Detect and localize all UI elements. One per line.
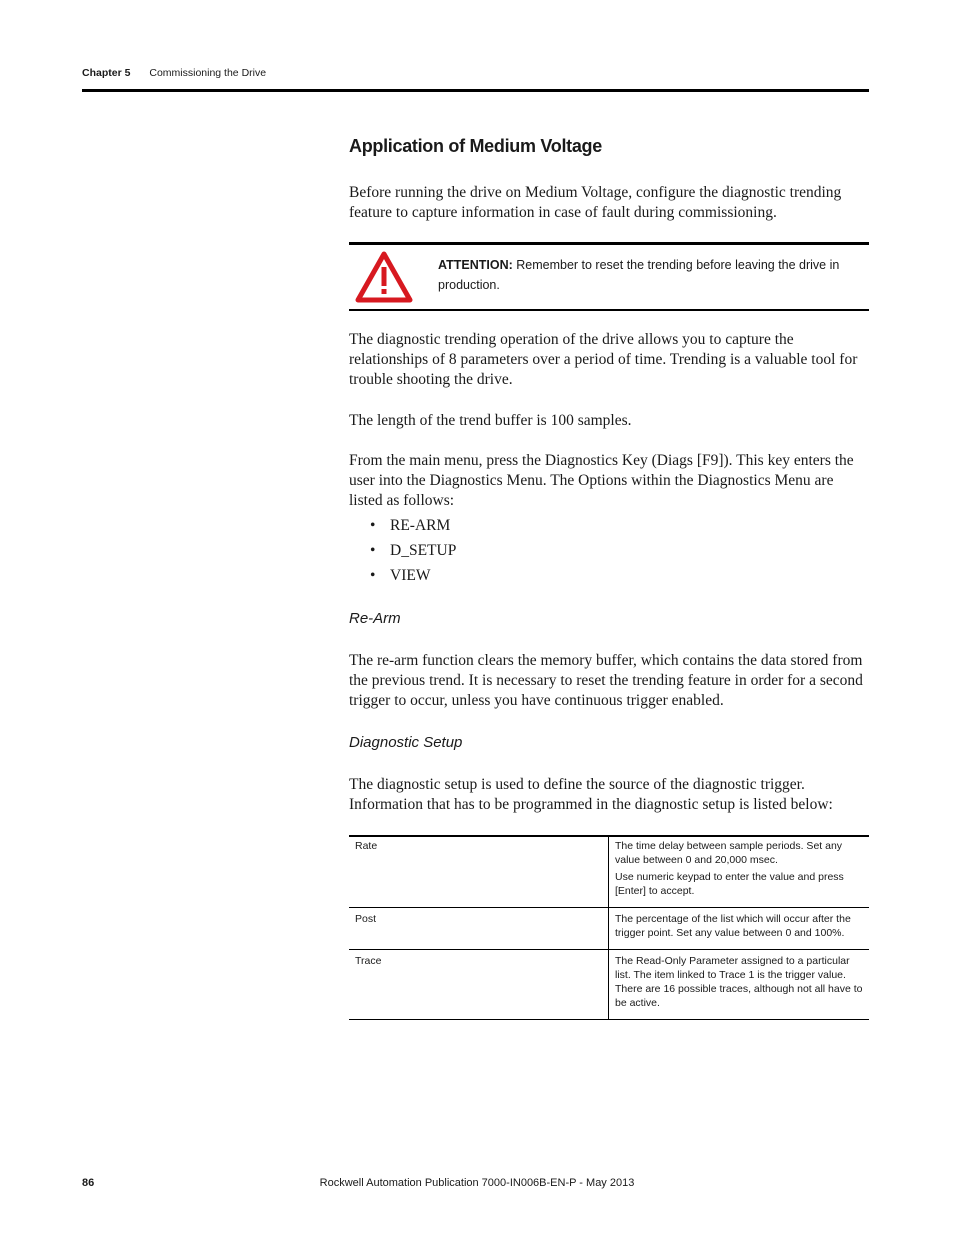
description-text: The Read-Only Parameter assigned to a particular list. The item linked to Trace 1 is the trigger value. There are 16 possible traces, although not all have to be active. bbox=[615, 955, 863, 1009]
warning-triangle-icon bbox=[355, 251, 413, 303]
parameter-description bbox=[609, 835, 870, 908]
description-text: Use numeric keypad to enter the value and press [Enter] to accept. bbox=[615, 871, 844, 897]
list-item: • RE-ARM bbox=[370, 517, 451, 534]
chapter-title: Commissioning the Drive bbox=[149, 67, 267, 79]
page-number: 86 bbox=[82, 1177, 95, 1189]
description-text: The time delay between sample periods. Set any value between 0 and 20,000 msec. bbox=[615, 840, 843, 866]
menu-paragraph: From the main menu, press the Diagnostics Key (Diags [F9]). This key enters the user into the Diagnostics Menu. The Options within the Diagnostics Menu are listed as follows: bbox=[349, 452, 854, 509]
parameter-name: Trace bbox=[349, 950, 609, 1020]
table-row bbox=[349, 950, 869, 1020]
option-label: D_SETUP bbox=[390, 542, 457, 559]
attention-notice bbox=[438, 255, 858, 295]
setup-parameters-table bbox=[349, 835, 869, 1020]
running-header bbox=[82, 67, 266, 79]
attention-text: Remember to reset the trending before leaving the drive in production. bbox=[438, 258, 840, 292]
buffer-paragraph: The length of the trend buffer is 100 samples. bbox=[349, 412, 632, 429]
list-item: • VIEW bbox=[370, 567, 431, 584]
description-text: The percentage of the list which will occur after the trigger point. Set any value between 0 and 100%. bbox=[615, 913, 851, 939]
list-item: • D_SETUP bbox=[370, 542, 457, 559]
parameter-description bbox=[609, 950, 870, 1020]
header-rule bbox=[82, 89, 869, 92]
rearm-paragraph: The re-arm function clears the memory buffer, which contains the data stored from the previous trend. It is necessary to reset the trending feature in order for a second trigger to occur, unless you have continuous trigger enabled. bbox=[349, 652, 863, 709]
trending-paragraph: The diagnostic trending operation of the drive allows you to capture the relationships of 8 parameters over a period of time. Trending is a valuable tool for trouble shooting the drive. bbox=[349, 331, 858, 388]
attention-bottom-rule bbox=[349, 309, 869, 311]
option-label: RE-ARM bbox=[390, 517, 451, 534]
parameter-name: Post bbox=[349, 908, 609, 950]
option-label: VIEW bbox=[390, 567, 431, 584]
table-row bbox=[349, 835, 869, 908]
parameter-name: Rate bbox=[349, 835, 609, 908]
section-heading: Application of Medium Voltage bbox=[349, 136, 602, 156]
parameter-description bbox=[609, 908, 870, 950]
diagnostics-options-list bbox=[370, 516, 456, 591]
publication-footer: Rockwell Automation Publication 7000-IN006B-EN-P - May 2013 bbox=[319, 1177, 635, 1189]
table-row bbox=[349, 908, 869, 950]
chapter-label: Chapter 5 bbox=[82, 67, 131, 79]
attention-label: ATTENTION: bbox=[438, 258, 513, 272]
attention-top-rule bbox=[349, 242, 869, 245]
setup-subheading: Diagnostic Setup bbox=[349, 734, 463, 751]
setup-paragraph: The diagnostic setup is used to define the source of the diagnostic trigger. Information that has to be programmed in the diagnostic setup is listed below: bbox=[349, 776, 833, 813]
rearm-subheading: Re-Arm bbox=[349, 610, 401, 627]
intro-paragraph: Before running the drive on Medium Voltage, configure the diagnostic trending feature to capture information in case of fault during commissioning. bbox=[349, 184, 842, 221]
